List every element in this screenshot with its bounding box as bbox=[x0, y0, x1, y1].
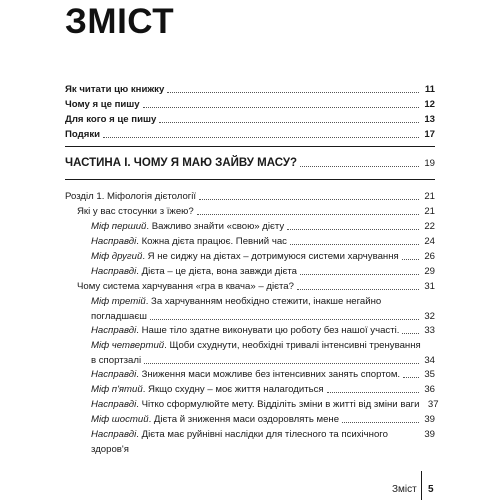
toc-entry-reality-5[interactable] bbox=[91, 398, 439, 411]
toc-entry-prefix: Міф п'ятий bbox=[91, 384, 143, 395]
toc-entry-label: . Чітко сформулюйте мету. Відділіть зміни в житті від зміни ваги bbox=[136, 399, 420, 410]
toc-entry-reality-4[interactable] bbox=[91, 368, 435, 381]
toc-entry-label: . За харчуванням необхідно стежити, інакше негайно bbox=[145, 296, 382, 307]
toc-entry-part-1[interactable] bbox=[65, 157, 435, 170]
toc-entry-label: Чому система харчування «гра в квача» – дієта? bbox=[77, 281, 294, 292]
dot-leader bbox=[199, 198, 419, 200]
toc-page-number: 34 bbox=[424, 355, 435, 366]
toc-entry-prefix: Міф четвертий bbox=[91, 340, 165, 351]
toc-page-number: 37 bbox=[427, 399, 439, 410]
footer-section-label: Зміст bbox=[392, 484, 417, 495]
toc-page-number: 13 bbox=[424, 114, 435, 125]
toc-entry-prefix: Насправді bbox=[91, 325, 137, 336]
toc-entry-prefix: Насправді bbox=[91, 429, 137, 440]
toc-entry-prefix: Насправді bbox=[91, 236, 137, 247]
toc-entry-label: . Щоби схуднути, необхідні тривалі інтенсивні тренування bbox=[164, 340, 421, 351]
dot-leader bbox=[403, 376, 419, 378]
toc-entry-myth-4[interactable] bbox=[91, 339, 435, 367]
toc-entry-label: Які у вас стосунки з їжею? bbox=[77, 206, 194, 217]
toc-page-number: 32 bbox=[424, 311, 435, 322]
toc-entry-label: Подяки bbox=[65, 129, 101, 140]
toc-page-number: 33 bbox=[424, 325, 435, 336]
dot-leader bbox=[143, 106, 419, 108]
dot-leader bbox=[402, 332, 419, 334]
toc-entry-prefix: Міф другий bbox=[91, 251, 143, 262]
toc-entry-prefix: Насправді bbox=[91, 369, 137, 380]
toc-entry-how-to-read[interactable] bbox=[65, 83, 435, 96]
toc-page-number: 21 bbox=[424, 191, 435, 202]
toc-page-number: 11 bbox=[424, 84, 435, 95]
toc-page-number: 17 bbox=[424, 129, 435, 140]
dot-leader bbox=[287, 228, 419, 230]
toc-page-number: 24 bbox=[424, 236, 435, 247]
toc-page-number: 36 bbox=[424, 384, 435, 395]
toc-entry-myth-1[interactable] bbox=[91, 220, 435, 233]
dot-leader bbox=[402, 258, 419, 260]
dot-leader bbox=[297, 288, 419, 290]
toc-entry-label: . Дієта й зниження маси оздоровлять мене bbox=[148, 414, 340, 425]
section-divider bbox=[65, 179, 435, 180]
toc-entry-thanks[interactable] bbox=[65, 128, 435, 141]
page-title: ЗМІСТ bbox=[65, 2, 175, 41]
toc-page-number: 31 bbox=[424, 281, 435, 292]
dot-leader bbox=[327, 391, 419, 393]
toc-entry-label: Розділ 1. Міфологія дієтології bbox=[65, 191, 197, 202]
toc-entry-prefix: Міф перший bbox=[91, 221, 147, 232]
toc-entry-reality-6[interactable] bbox=[91, 428, 435, 456]
dot-leader bbox=[167, 91, 419, 93]
toc-entry-continuation: в спортзалі bbox=[91, 355, 142, 366]
toc-part-label: ЧАСТИНА І. ЧОМУ Я МАЮ ЗАЙВУ МАСУ? bbox=[65, 157, 298, 169]
toc-entry-label: . Важливо знайти «свою» дієту bbox=[146, 221, 285, 232]
toc-entry-label: . Наше тіло здатне виконувати цю роботу без нашої участі. bbox=[136, 325, 400, 336]
dot-leader bbox=[159, 121, 419, 123]
dot-leader bbox=[144, 362, 419, 364]
toc-entry-label: Як читати цю книжку bbox=[65, 84, 165, 95]
toc-page-number: 35 bbox=[424, 369, 435, 380]
toc-entry-reality-2[interactable] bbox=[91, 265, 435, 278]
toc-entry-reality-1[interactable] bbox=[91, 235, 435, 248]
toc-entry-label: . Якщо схудну – моє життя налагодиться bbox=[142, 384, 324, 395]
toc-entry-myth-5[interactable] bbox=[91, 383, 435, 396]
dot-leader bbox=[342, 421, 419, 423]
toc-entry-section-1[interactable] bbox=[65, 190, 435, 203]
toc-page-number: 21 bbox=[424, 206, 435, 217]
footer-divider bbox=[421, 471, 422, 500]
footer-page-number: 5 bbox=[428, 484, 434, 495]
toc-entry-continuation: здоров'я bbox=[91, 444, 129, 455]
toc-page-number: 29 bbox=[424, 266, 435, 277]
toc-page-number: 39 bbox=[424, 414, 435, 425]
toc-entry-label: . Дієта – це дієта, вона завжди дієта bbox=[136, 266, 297, 277]
toc-entry-label: . Кожна дієта працює. Певний час bbox=[136, 236, 287, 247]
toc-entry-label: . Зниження маси можливе без інтенсивних занять спортом. bbox=[136, 369, 401, 380]
toc-entry-prefix: Міф третій bbox=[91, 296, 146, 307]
toc-entry-reality-3[interactable] bbox=[91, 324, 435, 337]
dot-leader bbox=[300, 273, 419, 275]
toc-entry-sub-relationship-food[interactable] bbox=[77, 205, 435, 218]
toc-page-number: 26 bbox=[424, 251, 435, 262]
toc-entry-prefix: Міф шостий bbox=[91, 414, 149, 425]
toc-entry-label: Чому я це пишу bbox=[65, 99, 140, 110]
toc-entry-prefix: Насправді bbox=[91, 266, 137, 277]
toc-page-number: 39 bbox=[424, 429, 435, 440]
toc-entry-label: . Дієта має руйнівні наслідки для тілесного та психічного bbox=[136, 429, 388, 440]
dot-leader bbox=[150, 318, 419, 320]
toc-entry-why-i-write[interactable] bbox=[65, 98, 435, 111]
toc-entry-myth-3[interactable] bbox=[91, 295, 435, 323]
toc-entry-myth-6[interactable] bbox=[91, 413, 435, 426]
toc-entry-for-whom[interactable] bbox=[65, 113, 435, 126]
toc-page-number: 12 bbox=[424, 99, 435, 110]
toc-entry-label: Для кого я це пишу bbox=[65, 114, 157, 125]
toc-entry-label: . Я не сиджу на дієтах – дотримуюся системи харчування bbox=[142, 251, 399, 262]
toc-entry-prefix: Насправді bbox=[91, 399, 137, 410]
toc-entry-sub-tag-game[interactable] bbox=[77, 280, 435, 293]
dot-leader bbox=[300, 165, 419, 167]
toc-entry-continuation: погладшаєш bbox=[91, 311, 147, 322]
toc-page-number: 19 bbox=[424, 158, 435, 169]
dot-leader bbox=[290, 243, 419, 245]
dot-leader bbox=[103, 136, 419, 138]
toc-entry-myth-2[interactable] bbox=[91, 250, 435, 263]
dot-leader bbox=[197, 213, 419, 215]
toc-page-number: 22 bbox=[424, 221, 435, 232]
section-divider bbox=[65, 146, 435, 147]
